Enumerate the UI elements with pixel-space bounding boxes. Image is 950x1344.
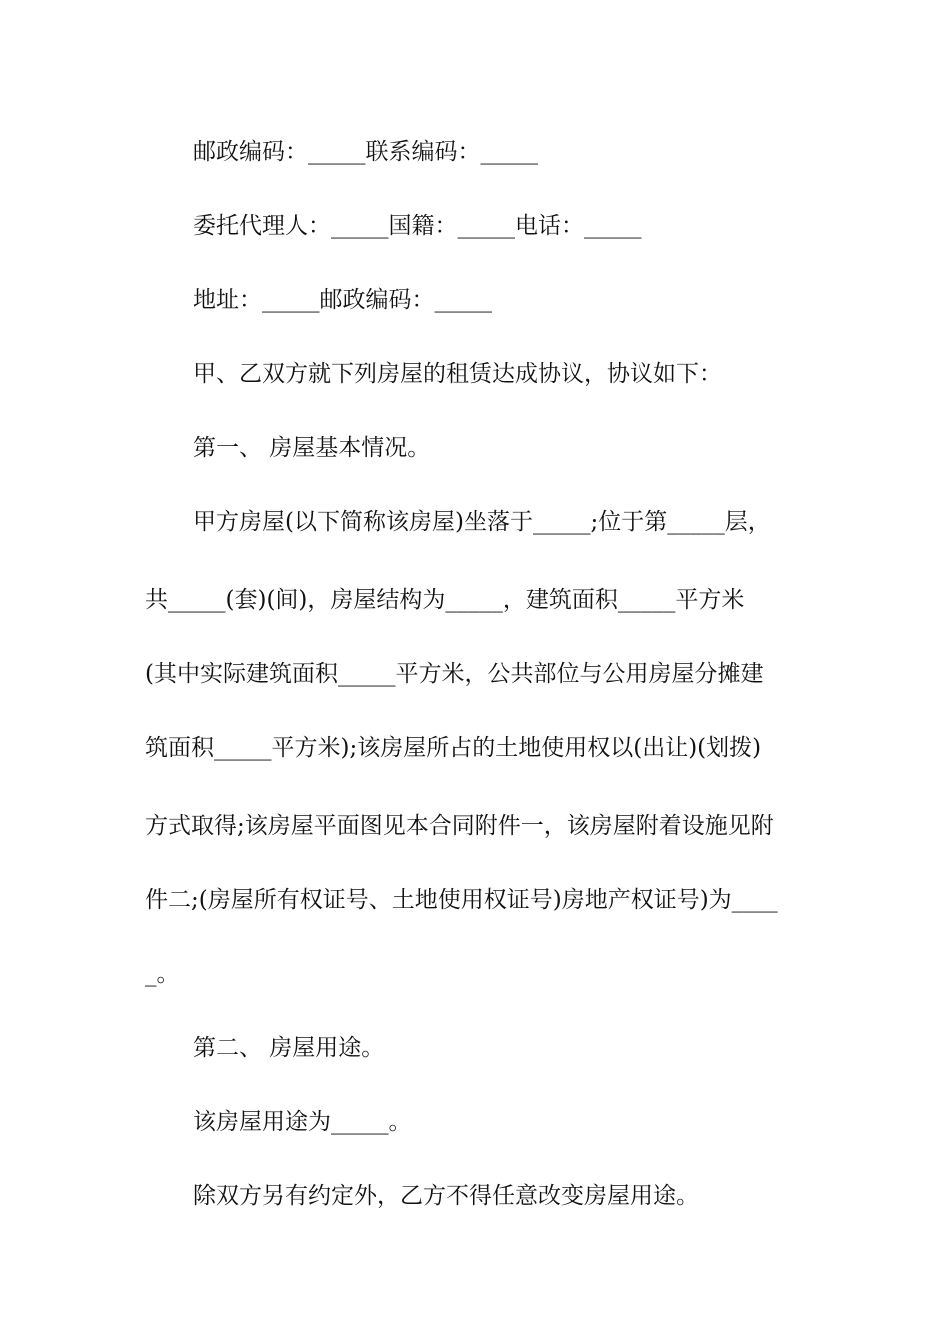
paragraph-1-line-3: (其中实际建筑面积_____平方米，公共部位与公用房屋分摊建 xyxy=(145,661,764,687)
paragraph-1-line-5: 方式取得;该房屋平面图见本合同附件一，该房屋附着设施见附 xyxy=(145,813,774,839)
agreement-intro-line: 甲、乙双方就下列房屋的租赁达成协议，协议如下： xyxy=(193,361,722,387)
usage-restriction-line: 除双方另有约定外，乙方不得任意改变房屋用途。 xyxy=(193,1183,699,1209)
usage-line: 该房屋用途为_____。 xyxy=(193,1109,412,1135)
paragraph-1-line-6: 件二;(房屋所有权证号、土地使用权证号)房地产权证号)为____ xyxy=(145,887,778,913)
agent-nationality-phone-line: 委托代理人：_____国籍：_____电话：_____ xyxy=(193,213,642,239)
postal-code-contact-line: 邮政编码：_____联系编码：_____ xyxy=(193,139,538,165)
section-1-heading: 第一、 房屋基本情况。 xyxy=(193,435,431,461)
paragraph-1-line-7: _。 xyxy=(145,961,180,987)
address-postal-line: 地址：_____邮政编码：_____ xyxy=(193,287,492,313)
paragraph-1-line-2: 共_____(套)(间)，房屋结构为_____，建筑面积_____平方米 xyxy=(145,587,745,613)
paragraph-1-line-1: 甲方房屋(以下简称该房屋)坐落于_____;位于第_____层， xyxy=(193,509,771,535)
section-2-heading: 第二、 房屋用途。 xyxy=(193,1035,385,1061)
paragraph-1-line-4: 筑面积_____平方米);该房屋所占的土地使用权以(出让)(划拨) xyxy=(145,735,762,761)
